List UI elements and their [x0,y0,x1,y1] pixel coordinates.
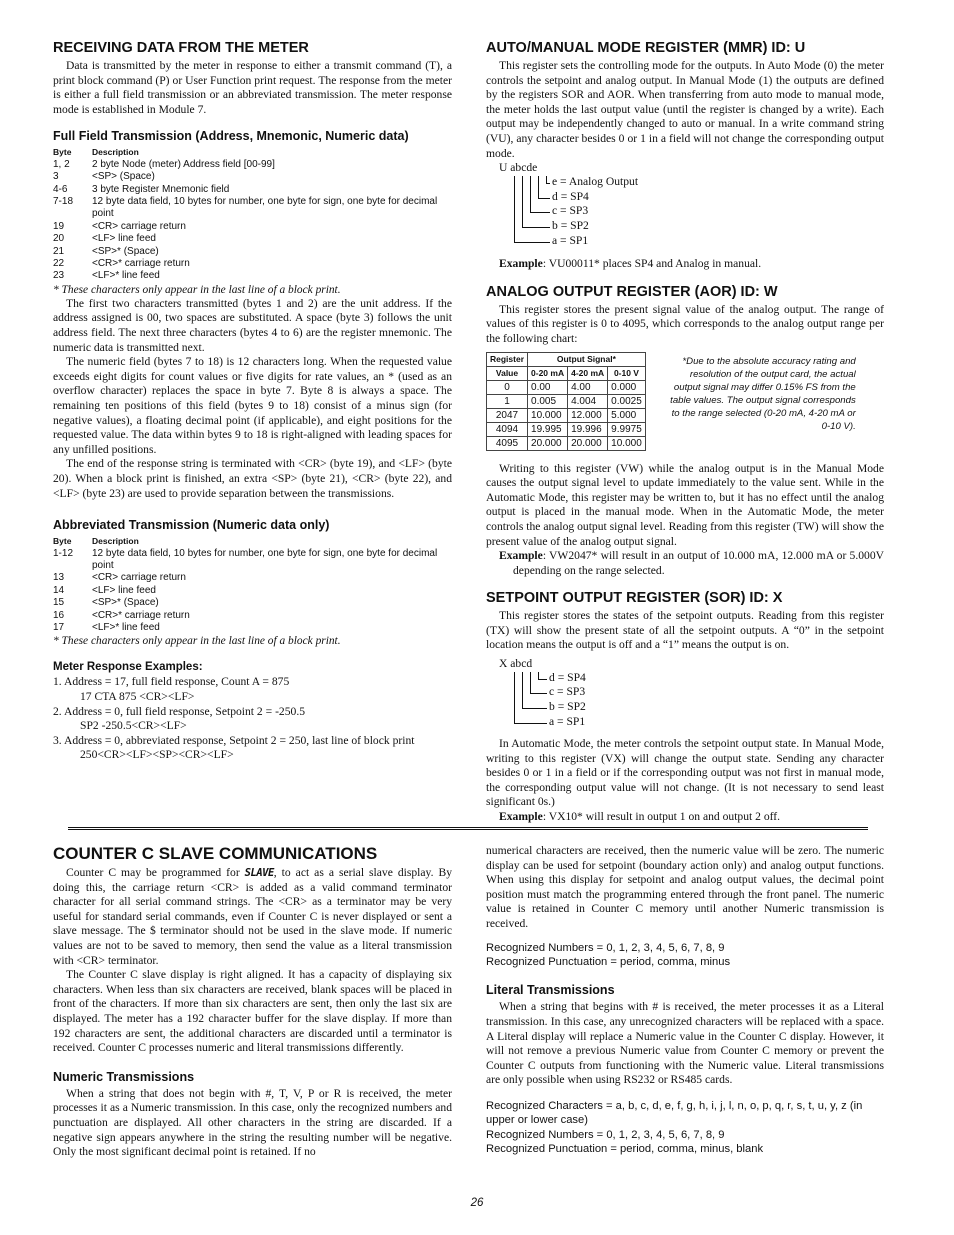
description-cell: <LF>* line feed [92,270,160,282]
slave-lcd-text: SLAVE [244,867,274,879]
register-header: Register [487,352,528,366]
byte-row [53,159,452,171]
byte-row [53,184,452,196]
aor-table-cell: 4.004 [568,394,608,408]
byte-row [53,233,452,245]
numeric-recognized-punctuation: Recognized Punctuation = period, comma, minus [486,955,731,968]
aor-table-cell: 9.9975 [608,422,646,436]
section-divider [68,827,868,830]
literal-recognized-characters: Recognized Characters = a, b, c, d, e, f, g, h, i, j, l, n, o, p, q, r, s, t, u, y, z (in upper or lower case) [486,1099,863,1127]
byte-cell: 15 [53,597,65,609]
receiving-para2: The numeric field (bytes 7 to 18) is 12 characters long. When the requested value exceeds eight digits for count values or five digits for rate values, an * (used as an overflow character) replaces the space in byte 7. Byte 8 is always a space. The remaining ten positions of this field (bytes 9 to 18) consist of a minus sign (for negative values), a floating decimal point (if applicable), and eight positions for the requested value. The data within bytes 9 to 18 is right-aligned with leading spaces for any unfilled positions. [53,355,452,456]
description-cell: <LF> line feed [92,584,156,596]
description-cell: <LF>* line feed [92,622,160,633]
output-signal-header: Output Signal* [528,352,646,366]
col-header: 4-20 mA [568,366,608,380]
aor-table-cell: 2047 [487,408,528,422]
col-header: 0-20 mA [528,366,568,380]
mmr-example [486,257,884,272]
example-line: 3. Address = 0, abbreviated response, Setpoint 2 = 250, last line of block print [53,733,415,747]
aor-table-cell: 5.000 [608,408,646,422]
mmr-title: AUTO/MANUAL MODE REGISTER (MMR) ID: U [486,40,806,56]
aor-example-text: : VW2047* will result in an output of 10.000 mA, 12.000 mA or 5.000V depending on the range selected. [513,549,884,577]
abbreviated-table [53,535,452,634]
byte-cell: 4-6 [53,183,68,195]
value-header: Value [487,366,528,380]
full-field-title: Full Field Transmission (Address, Mnemonic, Numeric data) [53,129,409,144]
aor-table-cell: 0.000 [608,380,646,394]
sor-example [486,810,884,825]
col-header: 0-10 V [608,366,646,380]
literal-para: When a string that begins with # is received, the meter processes it as a Literal transmission. In this case, any unrecognized characters will be replaced with a space. A Literal display will replace a Numeric value in the Counter C display. However, it will not remove a previous Numeric value from Counter C memory or prevent the Counter C outputs from functioning with the Numeric value. Literal transmissions are only possible when using RS232 or RS485 cards. [486,1000,884,1087]
field-format: U abcde [499,161,538,175]
byte-cell: 16 [53,609,65,621]
description-cell: 12 byte data field, 10 bytes for number, one byte for sign, one byte for decimal point [92,196,438,220]
byte-row [53,548,452,573]
page-number: 26 [470,1197,484,1209]
sor-example-label: Example [499,810,543,824]
examples-title: Meter Response Examples: [53,661,203,674]
aor-table-cell: 12.000 [568,408,608,422]
description-cell: <SP>* (Space) [92,597,159,609]
byte-row [53,622,452,634]
numeric-title: Numeric Transmissions [53,1069,195,1084]
byte-cell: 1-12 [53,547,74,559]
byte-header: Byte [53,536,72,547]
description-cell: <SP> (Space) [92,171,155,183]
receiving-para3: The end of the response string is terminated with <CR> (byte 19), and <LF> (byte 20). When a block print is finished, an extra <SP> (byte 21), <CR> (byte 22), and <LF> (byte 23) are used to provide separation between the transmissions. [53,457,452,500]
full-field-table [53,146,452,282]
sor-para2: In Automatic Mode, the meter controls the setpoint output state. In Manual Mode, writing to this register (VX) will change the output state. Sending any character besides 0 or 1 in a field or if the corresponding output was not first in manual mode, the corresponding output value will not change. (It is not necessary to send least significant 0s.) [486,737,884,809]
tree-label: d = SP4 [549,670,586,684]
aor-table-cell: 19.995 [528,422,568,436]
abbreviated-title: Abbreviated Transmission (Numeric data only) [53,518,330,533]
example-line: 1. Address = 17, full field response, Count A = 875 [53,675,290,689]
literal-title: Literal Transmissions [486,983,615,998]
description-cell: <SP>* (Space) [92,245,159,257]
description-cell: <CR>* carriage return [92,258,190,270]
byte-cell: 22 [53,258,65,270]
byte-row [53,246,452,258]
receiving-section [53,40,452,763]
description-cell: 12 byte data field, 10 bytes for number, one byte for sign, one byte for decimal point [92,547,438,571]
example-response: SP2 -250.5<CR><LF> [80,719,187,733]
aor-table-row [487,380,646,394]
receiving-title: RECEIVING DATA FROM THE METER [53,40,309,56]
tree-connector [514,176,550,243]
examples-list [53,675,452,763]
aor-example-label: Example [499,549,543,563]
byte-row [53,585,452,597]
tree-label: d = SP4 [552,189,589,203]
byte-row [53,196,452,221]
byte-cell: 3 [53,171,59,183]
byte-row [53,610,452,622]
sor-field-diagram [499,657,884,733]
byte-cell: 14 [53,584,65,596]
tree-label: c = SP3 [549,685,586,699]
aor-table-cell: 0.0025 [608,394,646,408]
aor-table-cell: 20.000 [528,436,568,450]
aor-note: *Due to the absolute accuracy rating and resolution of the output card, the actual output signal may differ 0.15% FS from the table values. The output signal corresponds to the range selected (0-20 mA, 4-20 mA or 0-10 V). [670,355,856,432]
tree-label: c = SP3 [552,204,589,218]
aor-example [486,549,884,578]
full-field-rows [53,159,452,283]
description-header: Description [92,147,139,158]
aor-table-cell: 20.000 [568,436,608,450]
numeric-recognized-numbers: Recognized Numbers = 0, 1, 2, 3, 4, 5, 6, 7, 8, 9 [486,941,725,954]
mmr-body: This register sets the controlling mode for the outputs. In Auto Mode (0) the meter controls the setpoint and analog output. In Manual Mode (1) the outputs are defined by the registers SOR and AOR. When transferring from auto mode to manual mode, the meter holds the last output value (until the register is changed by a write). Each output may be independently changed to auto or manual. In a write command string (VU), any character besides 0 or 1 in a field will not change the corresponding output mode. [486,59,884,160]
registers-section [486,40,884,825]
slave-para1-end: , to act as a serial slave display. By doing this, the carriage return <CR> is added as a valid command terminator character for all serial command strings. The <CR> as a terminator may be very useful for standard serial commands, even if Counter C is never displayed or sent a slave message. The $ terminator should not be used in the slave mode. If numeric values are not to be saved to memory, then send the value as a literal transmission with <CR> terminator. [53,866,453,967]
slave-para2: The Counter C slave display is right aligned. It has a capacity of displaying six characters. When less than six characters are received, blank spaces will be placed in front of the characters. If more than six characters are sent, then only the last six are displayed. The meter has a 192 character buffer for the slave display. If more than 192 characters are sent, the additional characters are discarded until a terminator is received. Counter C processes numeric and literal transmissions differently. [53,968,452,1055]
byte-cell: 7-18 [53,196,74,207]
aor-table-area [486,352,884,451]
tree-label: e = Analog Output [552,174,639,188]
description-cell: 2 byte Node (meter) Address field [00-99] [92,158,275,170]
aor-table-cell: 4.00 [568,380,608,394]
aor-table-row [487,408,646,422]
description-cell: <CR>* carriage return [92,609,190,621]
aor-table-cell: 19.996 [568,422,608,436]
byte-cell: 19 [53,220,65,232]
example-response: 250<CR><LF><SP><CR><LF> [80,748,234,762]
byte-row [53,258,452,270]
slave-para1 [53,866,452,968]
receiving-intro: Data is transmitted by the meter in response to either a transmit command (T), a print block command (P) or User Function print request. The response from the meter is either a full field transmission or an abbreviated transmission. The meter response mode is established in Module 7. [53,59,452,116]
example-line: 2. Address = 0, full field response, Setpoint 2 = -250.5 [53,704,306,718]
slave-section-left [53,844,452,1160]
full-field-note: * These characters only appear in the last line of a block print. [53,283,341,296]
byte-header: Byte [53,147,72,158]
byte-cell: 23 [53,270,65,282]
byte-row [53,171,452,183]
aor-body: This register stores the present signal value of the analog output. The range of values of this register is 0 to 4095, which corresponds to the analog output range per the following chart: [486,302,884,345]
byte-cell: 1, 2 [53,158,70,170]
tree-label: a = SP1 [552,233,589,247]
sor-example-text: : VX10* will result in output 1 on and output 2 off. [542,810,781,824]
aor-table-cell: 10.000 [608,436,646,450]
byte-row [53,597,452,609]
byte-row [53,572,452,584]
byte-cell: 17 [53,622,65,633]
aor-table-cell: 0.00 [528,380,568,394]
aor-table-row [487,436,646,450]
aor-table-cell: 1 [487,394,528,408]
aor-table-cell: 4095 [487,436,528,450]
aor-table-cell: 4094 [487,422,528,436]
description-cell: <LF> line feed [92,233,156,245]
aor-table-cell: 10.000 [528,408,568,422]
aor-title: ANALOG OUTPUT REGISTER (AOR) ID: W [486,283,778,300]
byte-row [53,270,452,282]
byte-cell: 21 [53,245,65,257]
abbreviated-note: * These characters only appear in the last line of a block print. [53,635,341,648]
tree-label: b = SP2 [549,700,586,714]
tree-label: a = SP1 [549,714,586,728]
slave-title: COUNTER C SLAVE COMMUNICATIONS [53,844,378,863]
aor-table-cell: 0 [487,380,528,394]
aor-table [486,352,646,451]
aor-table-row [487,422,646,436]
byte-row [53,221,452,233]
aor-table-row [487,394,646,408]
byte-cell: 13 [53,572,65,584]
description-cell: <CR> carriage return [92,220,186,232]
aor-para2: Writing to this register (VW) while the analog output is in the Manual Mode causes the output signal level to update immediately to the value sent. While in the Automatic Mode, this register may be written to, but it has no effect until the analog output is placed in the manual mode. When in the Automatic Mode, the meter controls the analog output signal level. Reading from this register (TW) will show the present value of the analog output signal. [486,461,884,548]
description-header: Description [92,536,139,547]
tree-connector [514,672,547,724]
example-response: 17 CTA 875 <CR><LF> [80,690,195,703]
abbreviated-rows [53,548,452,635]
mmr-example-text: : VU00011* places SP4 and Analog in manual. [542,257,762,271]
mmr-field-diagram [499,161,884,251]
field-format: X abcd [499,657,533,671]
sor-title: SETPOINT OUTPUT REGISTER (SOR) ID: X [486,590,783,607]
byte-cell: 20 [53,233,65,245]
slave-para1-start: Counter C may be programmed for [66,866,245,879]
numeric-para-left: When a string that does not begin with #, T, V, P or R is received, the meter processes it as a Numeric transmission. In this case, only the recognized numbers and punctuation are displayed. All other characters in the string are discarded. If a negative sign appears anywhere in the string the resulting number will be negative. Only the most significant decimal point is retained. If no [53,1086,452,1159]
receiving-para1: The first two characters transmitted (bytes 1 and 2) are the unit address. If the address assigned is 00, two spaces are substituted. A space (byte 3) follows the unit address field. The next three characters (bytes 4 to 6) are the register mnemonic. The numeric data is transmitted next. [53,296,452,354]
slave-section-right [486,844,884,1157]
numeric-para-right: numerical characters are received, then the numeric value will be zero. The numeric display can be used for setpoint (boundary action only) and analog output functions. When using this display for setpoint and analog output values, the decimal point position must match the programming entered through the front panel. The numeric value is retained in Counter C memory until another Numeric transmission is received. [486,844,884,930]
sor-body: This register stores the states of the setpoint outputs. Reading from this register (TX) will show the present state of all the setpoint outputs. A “0” in the setpoint location means the output is off and a “1” means the output is on. [486,609,884,652]
description-cell: <CR> carriage return [92,572,186,584]
aor-table-cell: 0.005 [528,394,568,408]
literal-recognized-numbers: Recognized Numbers = 0, 1, 2, 3, 4, 5, 6, 7, 8, 9 [486,1128,725,1141]
tree-label: b = SP2 [552,218,589,232]
literal-recognized-punctuation: Recognized Punctuation = period, comma, minus, blank [486,1143,764,1156]
mmr-example-label: Example [499,257,543,271]
description-cell: 3 byte Register Mnemonic field [92,183,230,195]
